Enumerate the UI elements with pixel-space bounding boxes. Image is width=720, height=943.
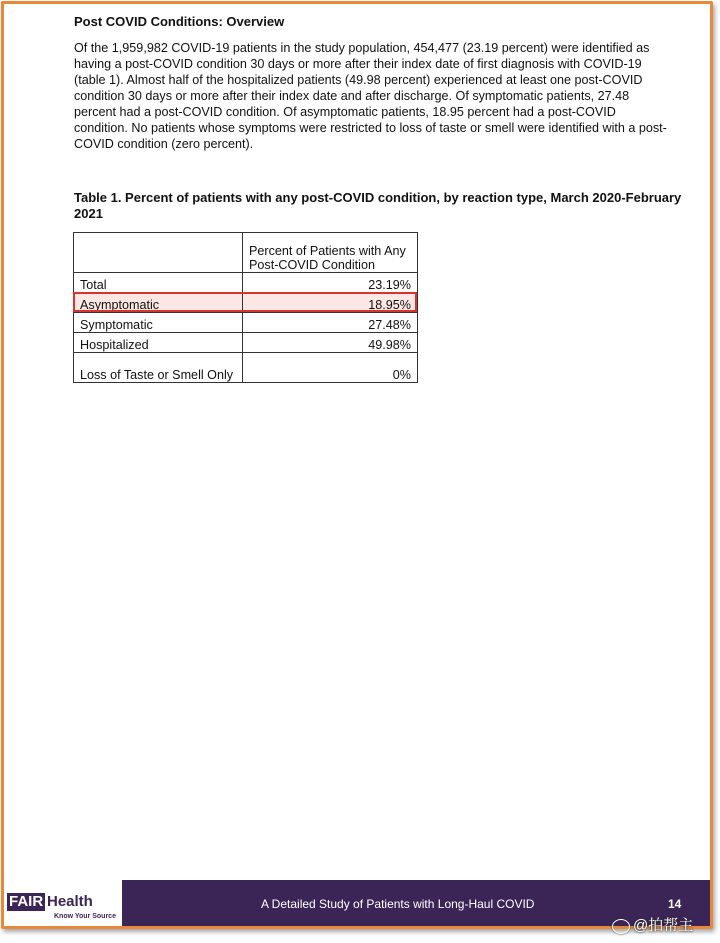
table-header-label	[74, 233, 243, 273]
data-table	[73, 232, 418, 383]
logo-tagline: Know Your Source	[54, 913, 116, 920]
row-label: Symptomatic	[74, 313, 243, 333]
table-row-highlighted	[74, 293, 418, 313]
watermark-text: @拍帮主	[633, 917, 694, 934]
table-row	[74, 333, 418, 353]
table-row	[74, 273, 418, 293]
row-label: Hospitalized	[74, 333, 243, 353]
section-heading: Post COVID Conditions: Overview	[74, 14, 285, 29]
weibo-icon	[612, 919, 630, 934]
table-caption: Table 1. Percent of patients with any post-COVID condition, by reaction type, March 2020-February 2021	[74, 190, 682, 221]
table-header-row	[74, 233, 418, 273]
table-row	[74, 353, 418, 383]
row-label: Loss of Taste or Smell Only	[74, 353, 243, 383]
body-paragraph: Of the 1,959,982 COVID-19 patients in the study population, 454,477 (23.19 percent) were identified as having a post-COVID condition 30 days or more after their index date of first diagnosis with COVID-19 (table 1). Almost half of the hospitalized patients (49.98 percent) experienced at least one post-COVID condition 30 days or more after their index date and after discharge. Of symptomatic patients, 27.48 percent had a post-COVID condition. Of asymptomatic patients, 18.95 percent had a post-COVID condition. No patients whose symptoms were restricted to loss of taste or smell were identified with a post-COVID condition (zero percent).	[74, 41, 667, 151]
logo-fair-text: FAIR	[9, 893, 44, 910]
row-value: 27.48%	[243, 313, 418, 333]
footer-bar	[4, 880, 710, 926]
footer-title: A Detailed Study of Patients with Long-Haul COVID	[261, 897, 535, 911]
row-value: 0%	[243, 353, 418, 383]
table-row	[74, 313, 418, 333]
table-header-value: Percent of Patients with Any Post-COVID Condition	[243, 233, 418, 273]
row-value: 18.95%	[243, 293, 418, 313]
logo-health-text: Health	[47, 893, 93, 910]
watermark	[612, 914, 693, 935]
page-number: 14	[668, 897, 682, 911]
row-label: Total	[74, 273, 243, 293]
fair-health-logo	[4, 880, 122, 926]
row-value: 49.98%	[243, 333, 418, 353]
row-label: Asymptomatic	[74, 293, 243, 313]
row-value: 23.19%	[243, 273, 418, 293]
